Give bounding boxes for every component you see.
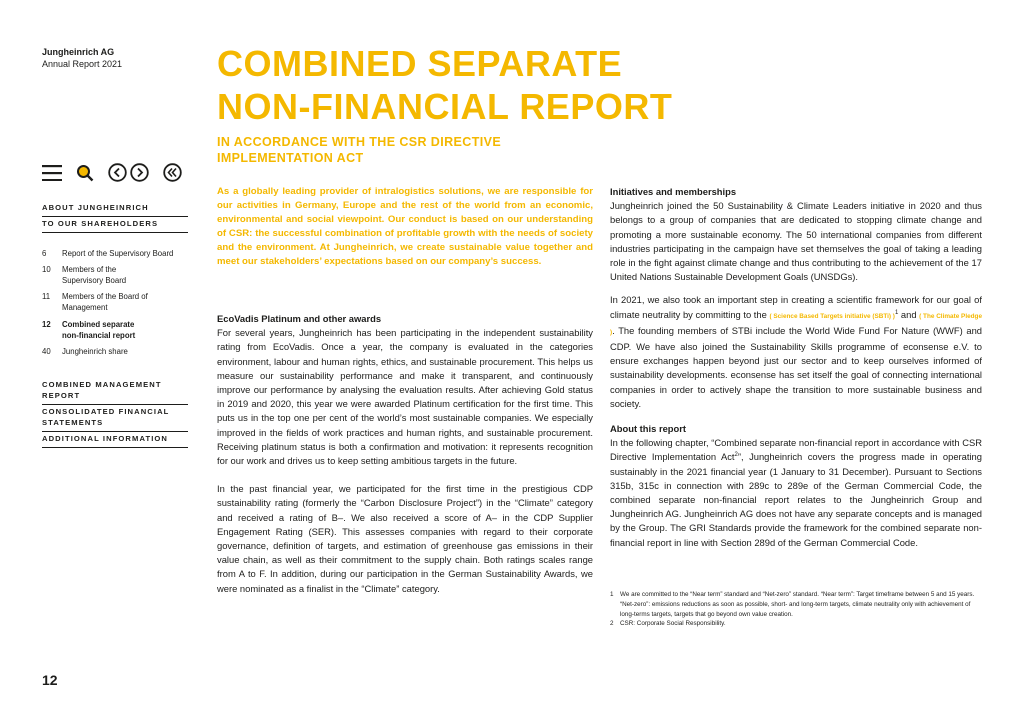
footnotes xyxy=(610,590,982,629)
sbti-link[interactable]: ( Science Based Targets initiative (SBTi) ) xyxy=(769,312,895,320)
nav-section-shareholders[interactable]: TO OUR SHAREHOLDERS xyxy=(42,218,188,229)
menu-icon[interactable] xyxy=(42,165,62,181)
back-icon[interactable] xyxy=(108,163,127,182)
nav-section-financial[interactable]: CONSOLIDATED FINANCIAL STATEMENTS xyxy=(42,406,188,428)
initiatives-section xyxy=(610,185,982,550)
toc-item[interactable]: 11 Members of the Board of Management xyxy=(42,292,148,312)
initiatives-paragraph: Jungheinrich joined the 50 Sustainability & Climate Leaders initiative in 2020 and thus belongs to a group of companies that are dedicated to stopping climate change and promoting a more sustainable economy. The 50 international companies from different industries participating in the campaign have set themselves the goal of taking a leading role in the fight against climate change and thus contributing to the achievement of the 17 United Nations Sustainable Development Goals (UNSDGs). xyxy=(610,200,982,283)
company-name: Jungheinrich AG xyxy=(42,47,115,57)
page-title: COMBINED SEPARATE NON-FINANCIAL REPORT xyxy=(217,43,673,127)
nav-section-management[interactable]: COMBINED MANAGEMENT REPORT xyxy=(42,379,188,401)
nav-section-about[interactable]: ABOUT JUNGHEINRICH xyxy=(42,202,188,213)
climate-pledge-link[interactable]: ( The Climate Pledge ) xyxy=(610,312,983,336)
rewind-icon[interactable] xyxy=(163,163,182,182)
initiatives-heading: Initiatives and memberships xyxy=(610,186,737,197)
toc-item[interactable]: 6 Report of the Supervisory Board xyxy=(42,249,174,258)
forward-icon[interactable] xyxy=(130,163,149,182)
ecovadis-heading: EcoVadis Platinum and other awards xyxy=(217,313,382,324)
toc-item-active[interactable]: 12 Combined separate non-financial report xyxy=(42,320,136,340)
footnote: 2 CSR: Corporate Social Responsibility. xyxy=(610,620,726,628)
about-report-heading: About this report xyxy=(610,423,687,435)
page-subtitle: IN ACCORDANCE WITH THE CSR DIRECTIVE IMPLEMENTATION ACT xyxy=(217,135,502,165)
cdp-paragraph: In the past financial year, we participated for the first time in the prestigious CDP sustainability rating (formerly the “Carbon Disclosure Project”) in the “Climate” category and received a rating of B–. We also received a score of A– in the CDP Supplier Engagement Rating (SER). This assesses companies with regard to their corporate governance, definition of targets, and estimation of greenhouse gas emissions in their value chain, as well as their commitment to the supply chain. Both ratings scales range from A to F. In addition, during our participation in the German Sustainability Awards, we were nominated as a finalist in the “Climate” category. xyxy=(217,483,593,594)
toc-item[interactable]: 40 Jungheinrich share xyxy=(42,347,128,356)
about-report-paragraph: In the following chapter, “Combined separate non-financial report in accordance with CSR Directive Implementation Act$^2$”, Jungheinrich covers the progress made in operating sustainably in the 2021 financial year (1 January to 31 December). Pursuant to Sections 315b, 315c in connection with 289c to 289e of the German Commercial Code, the combined separate non-financial report relates to the Jungheinrich Group and Jungheinrich AG. Jungheinrich AG does not have any separate concepts and is managed by the Group. The GRI Standards provide the framework for the combined separate non-financial report in line with Section 289d of the German Commercial Code. xyxy=(610,437,982,548)
navigation-bar xyxy=(42,163,182,182)
page-number: 12 xyxy=(42,672,58,688)
intro-text: As a globally leading provider of intralogistics solutions, we are responsible for our activities in Germany, Europe and the rest of the world from an economic, environmental and social viewpoint. Our conduct is based on our understanding of CSR: the successful combination of profitable growth with the needs of society and the environment. At Jungheinrich, we create sustainable value together and meet our stakeholders’ expectations based on our company’s success. xyxy=(217,186,593,267)
report-name: Annual Report 2021 xyxy=(42,59,123,69)
search-icon[interactable] xyxy=(76,164,94,182)
footnote: 1 We are committed to the “Near term” standard and “Net-zero” standard. “Near term”: Target timeframe between 5 and 15 years. “Net-zero”: emissions reductions as soon as possible, short- and long-term targets, climate neutrality only with achievement of long-terms targets, targets that go beyond own value creation. xyxy=(610,591,975,618)
ecovadis-paragraph: For several years, Jungheinrich has been participating in the independent sustainability rating from EcoVadis. Once a year, the company is evaluated in the categories environment, labour and human rights, ethics, and sustainable procurement. This helps us measure our sustainability performance and make it transparent, and continuously improve our performance by analysing the evaluation results. After achieving Gold status in 2019 and 2020, this year we were awarded Platinum certification for the first time. This puts us in the top one per cent of the world’s most sustainable companies. We especially improved in the fields of work practices and human rights, and sustainable procurement. Receiving platinum status is both a confirmation and motivation: it represents recognition for our work and drives us to keep setting ambitious targets in the future. xyxy=(217,327,593,467)
sbti-paragraph: In 2021, we also took an important step in creating a scientific framework for our goal of climate neutrality by committing to the ( Science Based Targets initiative (SBTi) )$^1$ and ( The Climate Pledge ). The founding members of STBi include the World Wide Fund For Nature (WWF) and CDP. We have also joined the Sustainability Skills programme of econsense e.V. to ensure exchanges happen beyond just our sector and to keep ourselves informed of sustainability developments. econsense has set itself the goal of connecting international companies in order to actively shape the transition to more sustainable business and society. xyxy=(610,294,983,409)
ecovadis-section xyxy=(217,312,593,596)
toc-item[interactable]: 10 Members of the Supervisory Board xyxy=(42,265,127,285)
nav-section-additional[interactable]: ADDITIONAL INFORMATION xyxy=(42,433,188,444)
